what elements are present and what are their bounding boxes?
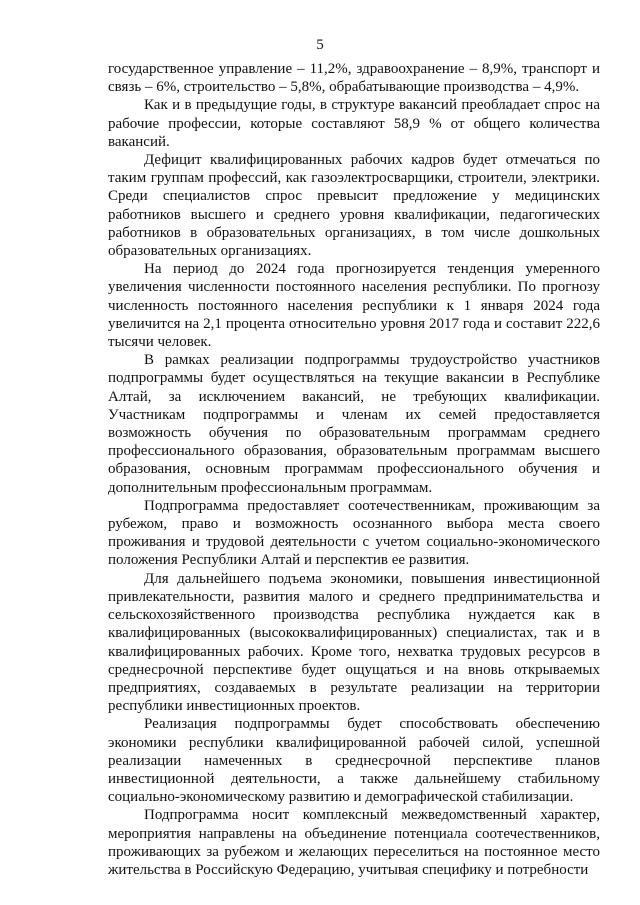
page-number: 5: [316, 37, 324, 53]
document-body: [108, 60, 600, 879]
paragraph: Подпрограмма носит комплексный межведомственный характер, мероприятия направлены на объединение потенциала соотечественников, проживающих за рубежом и желающих переселиться на постоянное место жительства в Российскую Федерацию, учитывая специфику и потребности: [108, 807, 600, 878]
paragraph: На период до 2024 года прогнозируется тенденция умеренного увеличения численности постоянного населения республики. По прогнозу численность постоянного населения республики к 1 января 2024 года увеличится на 2,1 процента относительно уровня 2017 года и составит 222,6 тысячи человек.: [108, 261, 600, 351]
paragraph: государственное управление – 11,2%, здравоохранение – 8,9%, транспорт и связь – 6%, строительство – 5,8%, обрабатывающие производства – 4,9%.: [108, 61, 600, 96]
paragraph: Для дальнейшего подъема экономики, повышения инвестиционной привлекательности, развития малого и среднего предпринимательства и сельскохозяйственного производства республика нуждается как в квалифицированных (высококвалифицированных) специалистах, так и в квалифицированных рабочих. Кроме того, нехватка трудовых ресурсов в среднесрочной перспективе будет ощущаться и на вновь открываемых предприятиях, создаваемых в результате реализации на территории республики инвестиционных проектов.: [108, 570, 600, 715]
paragraph: Дефицит квалифицированных рабочих кадров будет отмечаться по таким группам профессий, как газоэлектросварщики, строители, электрики. Среди специалистов спрос превысит предложение у медицинских работников высшего и среднего уровня квалификации, педагогических работников в образовательных организациях, в том числе дошкольных образовательных организациях.: [108, 152, 600, 260]
paragraph: Подпрограмма предоставляет соотечественникам, проживающим за рубежом, право и возможность осознанного выбора места своего проживания и трудовой деятельности с учетом социально-экономического положения Республики Алтай и перспектив ее развития.: [108, 497, 600, 569]
paragraph: Как и в предыдущие годы, в структуре вакансий преобладает спрос на рабочие профессии, которые составляют 58,9 % от общего количества вакансий.: [108, 97, 600, 150]
paragraph: Реализация подпрограммы будет способствовать обеспечению экономики республики квалифицированной рабочей силой, успешной реализации намеченных в среднесрочной перспективе планов инвестиционной деятельности, а также дальнейшему стабильному социально-экономическому развитию и демографической стабилизации.: [108, 716, 600, 806]
paragraph: В рамках реализации подпрограммы трудоустройство участников подпрограммы будет осуществляться на текущие вакансии в Республике Алтай, за исключением вакансий, не требующих квалификации. Участникам подпрограммы и членам их семей предоставляется возможность обучения по образовательным программам среднего профессионального образования, образовательным программам высшего образования, основным программам профессионального обучения и дополнительным профессиональным программам.: [108, 352, 600, 496]
